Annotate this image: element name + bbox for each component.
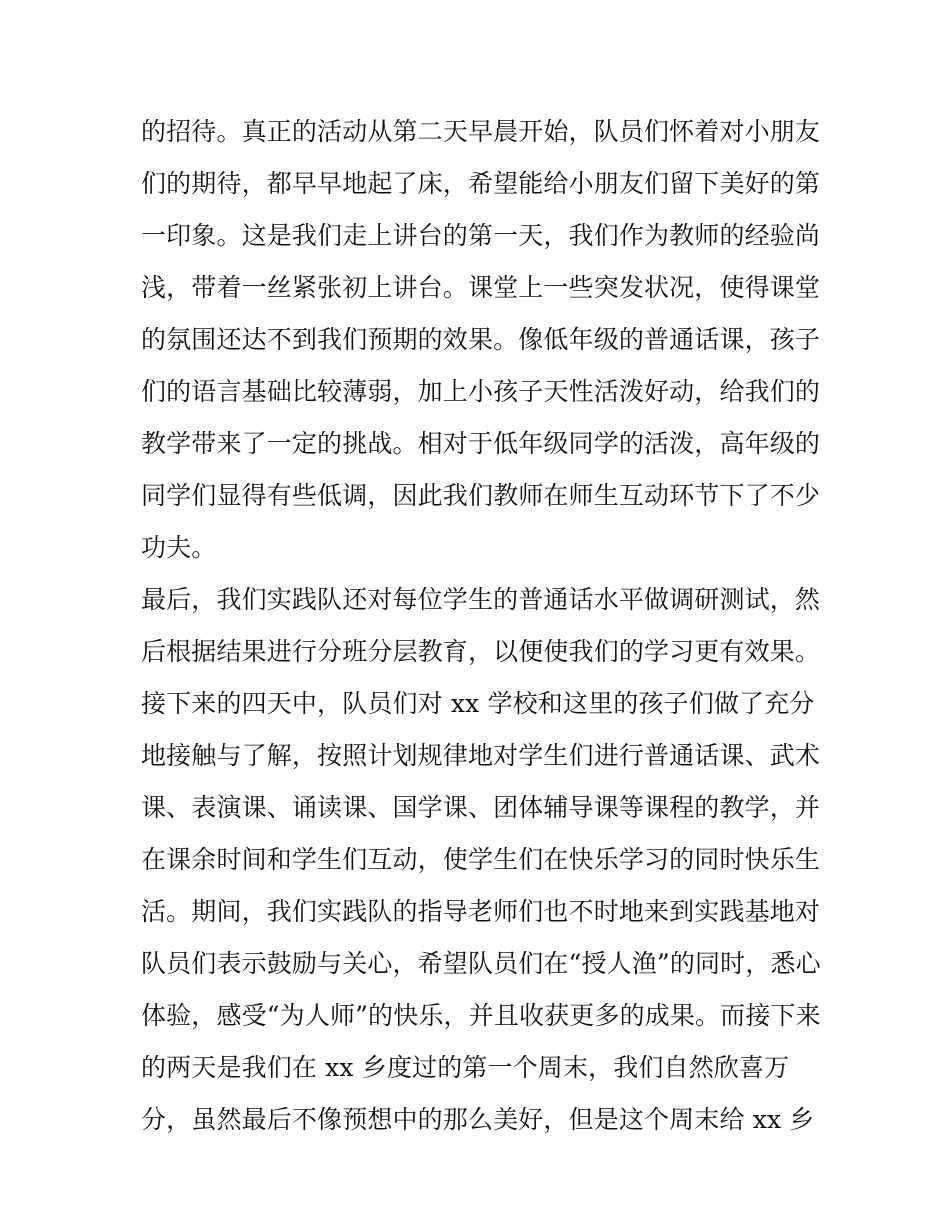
text-line: 分，虽然最后不像预想中的那么美好，但是这个周末给 xx 乡 [141,1105,815,1134]
text-line: 同学们显得有些低调，因此我们教师在师生互动环节下了不少 [141,481,821,510]
text-line: 们的语言基础比较薄弱，加上小孩子天性活泼好动，给我们的 [141,377,821,406]
text-line: 课、表演课、诵读课、国学课、团体辅导课等课程的教学，并 [141,793,821,822]
text-line: 功夫。 [141,533,217,562]
body-text [141,106,821,1146]
text-line: 一印象。这是我们走上讲台的第一天，我们作为教师的经验尚 [141,221,821,250]
text-line: 的两天是我们在 xx 乡度过的第一个周末，我们自然欣喜万 [141,1053,790,1082]
text-line: 体验，感受“为人师”的快乐，并且收获更多的成果。而接下来 [141,1001,821,1030]
text-line: 地接触与了解，按照计划规律地对学生们进行普通话课、武术 [141,741,821,770]
text-line: 队员们表示鼓励与关心，希望队员们在“授人渔”的同时，悉心 [141,949,821,978]
text-line: 的氛围还达不到我们预期的效果。像低年级的普通话课，孩子 [141,325,821,354]
text-line: 接下来的四天中，队员们对 xx 学校和这里的孩子们做了充分 [141,689,815,718]
text-line: 们的期待，都早早地起了床，希望能给小朋友们留下美好的第 [141,169,821,198]
text-line: 浅，带着一丝紧张初上讲台。课堂上一些突发状况，使得课堂 [141,273,821,302]
text-line: 后根据结果进行分班分层教育，以便使我们的学习更有效果。 [141,637,821,666]
text-line: 教学带来了一定的挑战。相对于低年级同学的活泼，高年级的 [141,429,821,458]
text-line: 活。期间，我们实践队的指导老师们也不时地来到实践基地对 [141,897,821,926]
text-line: 的招待。真正的活动从第二天早晨开始，队员们怀着对小朋友 [141,117,821,146]
text-line: 在课余时间和学生们互动，使学生们在快乐学习的同时快乐生 [141,845,821,874]
text-line: 最后，我们实践队还对每位学生的普通话水平做调研测试，然 [141,585,821,614]
